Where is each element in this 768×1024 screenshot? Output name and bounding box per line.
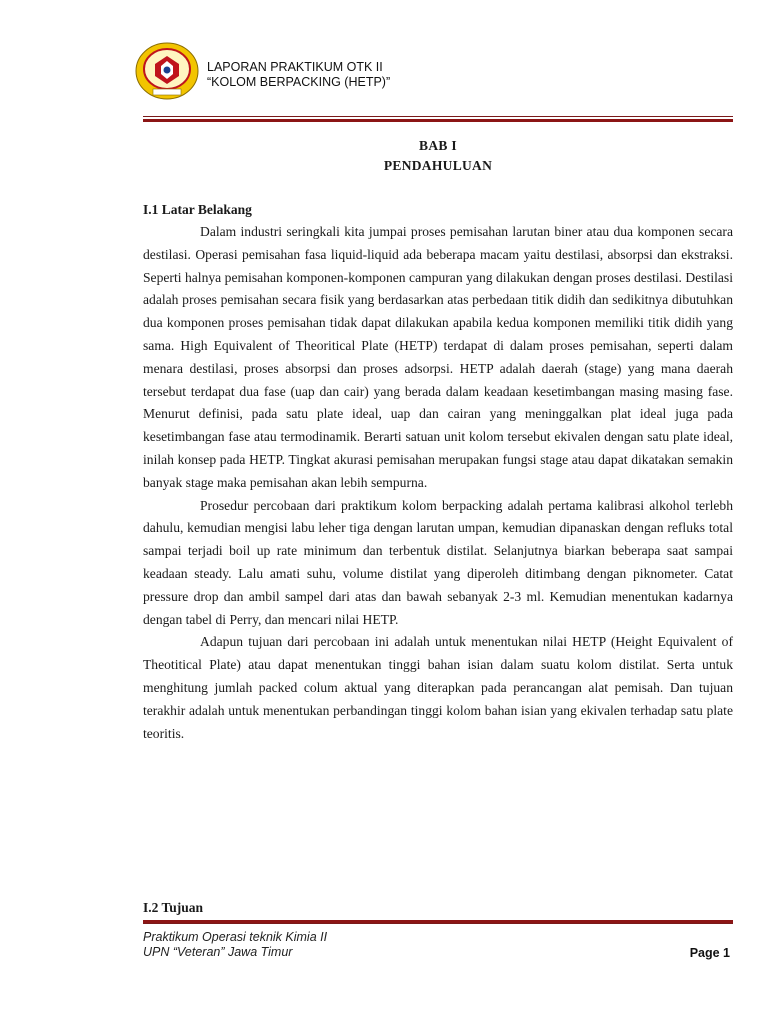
- section-heading-latar-belakang: I.1 Latar Belakang: [143, 202, 252, 217]
- page-footer: [143, 930, 327, 960]
- footer-divider: [143, 918, 733, 924]
- university-logo-icon: [135, 42, 199, 100]
- footer-course: Praktikum Operasi teknik Kimia II: [143, 930, 328, 944]
- footer-university: UPN “Veteran” Jawa Timur: [143, 945, 293, 959]
- section-body: [143, 221, 733, 745]
- page-number: Page 1: [689, 946, 730, 960]
- paragraph: Adapun tujuan dari percobaan ini adalah untuk menentukan nilai HETP (Height Equivalent of Theotitical Plate) atau dapat menentukan tinggi bahan isian dalam suatu kolom distilat. Serta untuk menghitung jumlah packed colum aktual yang diterapkan pada perancangan alat pemisah. Dan tujuan terakhir adalah untuk menentukan perbandingan tinggi kolom bahan isian yang ekivalen terhadap satu plate teoritis.: [143, 634, 733, 741]
- section-heading-tujuan: I.2 Tujuan: [143, 900, 204, 915]
- page-header: [133, 42, 733, 102]
- chapter-title: PENDAHULUAN: [383, 158, 493, 173]
- chapter-number: BAB I: [419, 138, 457, 153]
- report-title: LAPORAN PRAKTIKUM OTK II: [207, 60, 383, 74]
- report-subtitle: “KOLOM BERPACKING (HETP)”: [207, 75, 391, 89]
- header-divider: [143, 116, 733, 122]
- paragraph: Prosedur percobaan dari praktikum kolom berpacking adalah pertama kalibrasi alkohol terlebh dahulu, kemudian mengisi labu leher tiga dengan larutan umpan, kemudian dipanaskan dengan refluks total sampai terjadi boil up rate minimum dan terbentuk distilat. Selanjutnya biarkan beberapa saat sampai keadaan steady. Lalu amati suhu, volume distilat yang diperoleh ditimbang dengan piknometer. Catat pressure drop dan ambil sampel dari atas dan bawah sebanyak 2-3 ml. Kemudian menentukan kadarnya dengan tabel di Perry, dan mencari nilai HETP.: [143, 497, 733, 627]
- paragraph: Dalam industri seringkali kita jumpai proses pemisahan larutan biner atau dua komponen secara destilasi. Operasi pemisahan fasa liquid-liquid ada beberapa macam yaitu destilasi, absorpsi dan ekstraksi. Seperti halnya pemisahan komponen-komponen campuran yang dilakukan dengan proses destilasi. Destilasi adalah proses pemisahan secara fisik yang berdasarkan atas perbedaan titik didih dan sedikitnya dibutuhkan dua komponen proses pemisahan tidak dapat dilakukan apabila kedua komponen memiliki titik didih yang sama. High Equivalent of Theoritical Plate (HETP) terdapat di dalam proses pemisahan, seperti dalam menara destilasi, proses absorpsi dan proses adsorpsi. HETP adalah daerah (stage) yang mana daerah tersebut terdapat dua fase (uap dan cair) yang berada dalam keadaan kesetimbangan masing masing fase. Menurut definisi, pada satu plate ideal, uap dan cairan yang meninggalkan plat ideal juga pada kesetimbangan fase atau termodinamik. Berarti satuan unit kolom tersebut ekivalen dengan satu plate ideal, inilah konsep pada HETP. Tingkat akurasi pemisahan merupakan fungsi stage atau dapat dikatakan semakin banyak stage maka pemisahan akan lebih sempurna.: [143, 224, 733, 490]
